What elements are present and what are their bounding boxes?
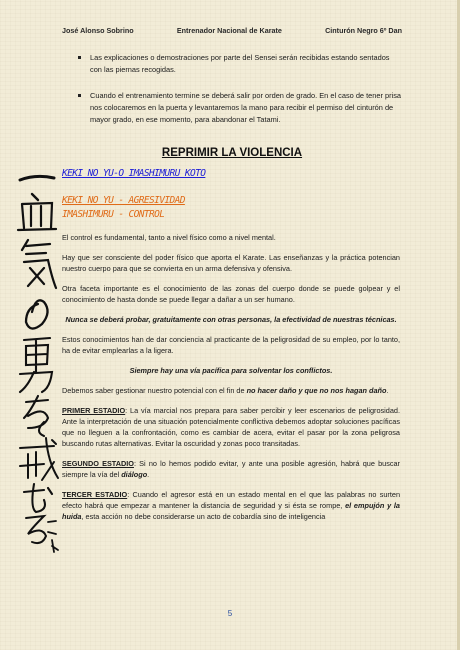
bullet-square-icon bbox=[78, 56, 81, 59]
list-item bbox=[90, 90, 402, 126]
page-number: 5 bbox=[227, 609, 233, 618]
stage-label: SEGUNDO ESTADIO bbox=[62, 459, 134, 468]
article-body bbox=[62, 232, 400, 531]
paragraph: Hay que ser consciente del poder físico que aporta el Karate. Las enseñanzas y la práctica potencian nuestro cuerpo para que se convierta en un arma defensiva y ofensiva. bbox=[62, 253, 400, 273]
stage-text: . bbox=[147, 470, 150, 479]
highlighted-paragraph: Nunca se deberá probar, gratuitamente con otras personas, la efectividad de nuestras técnicas. bbox=[65, 315, 397, 324]
paragraph-text: Debemos saber gestionar nuestro potencial con el fin de bbox=[62, 386, 247, 395]
stage-paragraph bbox=[62, 458, 400, 480]
stage-label: PRIMER ESTADIO bbox=[62, 406, 126, 415]
bullet-text: Cuando el entrenamiento termine se deberá salir por orden de grado. En el caso de tener prisa nos colocaremos en la puerta y levantaremos la mano para recibir el permiso del cinturón de mayor grado, en ese momento, para abandonar el Tatami. bbox=[90, 91, 402, 124]
emphasis-text: no hacer daño y que no nos hagan daño bbox=[246, 386, 387, 395]
bullet-text: Las explicaciones o demostraciones por parte del Sensei serán recibidas estando sentados con las piernas recogidas. bbox=[90, 53, 390, 74]
stage-text: : Cuando el agresor está en un estado mental en el que las palabras no surten efecto habrá que empezar a mantener la distancia de seguridad y si ésta se rompe, bbox=[62, 490, 401, 510]
header-title: Entrenador Nacional de Karate bbox=[176, 26, 282, 35]
emphasis-text: diálogo bbox=[121, 470, 148, 479]
stage-text: : La vía marcial nos prepara para saber percibir y leer escenarios de peligrosidad. Ante la interpretación de una situación potencialmente conflictiva debemos adoptar soluciones pacíficas que no lleguen a la confrontación, como es cambiar de acera, evitar el pasar por la zona peligrosa buscando rutas alternativas. Evitar la oscuridad y zonas poco transitadas. bbox=[62, 406, 400, 448]
header-rank: Cinturón Negro 6º Dan bbox=[325, 26, 402, 35]
paragraph: Estos conocimientos han de dar conciencia al practicante de la peligrosidad de su empleo, por lo tanto, ha de evitar emplearlas a la ligera. bbox=[62, 335, 400, 355]
emphasis-text: el empujón y la huida bbox=[62, 501, 400, 521]
list-item bbox=[90, 52, 402, 76]
paragraph: El control es fundamental, tanto a nivel físico como a nivel mental. bbox=[62, 233, 276, 242]
paragraph-text: . bbox=[386, 386, 389, 395]
stage-text: , esta acción no debe considerarse un acto de cobardía sino de inteligencia bbox=[81, 512, 326, 521]
stage-text: : Si no lo hemos podido evitar, y ante una posible agresión, habrá que buscar siempre la vía del bbox=[62, 459, 400, 479]
page-header bbox=[62, 26, 402, 35]
header-author: José Alonso Sobrino bbox=[62, 26, 134, 35]
subheading-control: IMASHIMURU - CONTROL bbox=[62, 209, 165, 220]
subheading-keki-no-yuo: KEKI NO YU-O IMASHIMURU KOTO bbox=[62, 168, 206, 179]
calligraphy-image bbox=[14, 166, 60, 556]
paragraph: Otra faceta importante es el conocimiento de las zonas del cuerpo donde se puede golpear y el conocimiento de hasta donde se puede llegar a dañar a un ser humano. bbox=[62, 284, 400, 304]
bullet-list bbox=[90, 52, 402, 140]
subheading-agresividad: KEKI NO YU - AGRESIVIDAD bbox=[62, 195, 185, 206]
stage-paragraph bbox=[62, 405, 400, 449]
paragraph bbox=[62, 385, 400, 396]
stage-label: TERCER ESTADIO bbox=[62, 490, 128, 499]
bullet-square-icon bbox=[78, 94, 81, 97]
highlighted-paragraph: Siempre hay una vía pacífica para solventar los conflictos. bbox=[129, 366, 333, 375]
stage-paragraph bbox=[62, 489, 400, 522]
section-title: REPRIMIR LA VIOLENCIA bbox=[161, 147, 303, 159]
